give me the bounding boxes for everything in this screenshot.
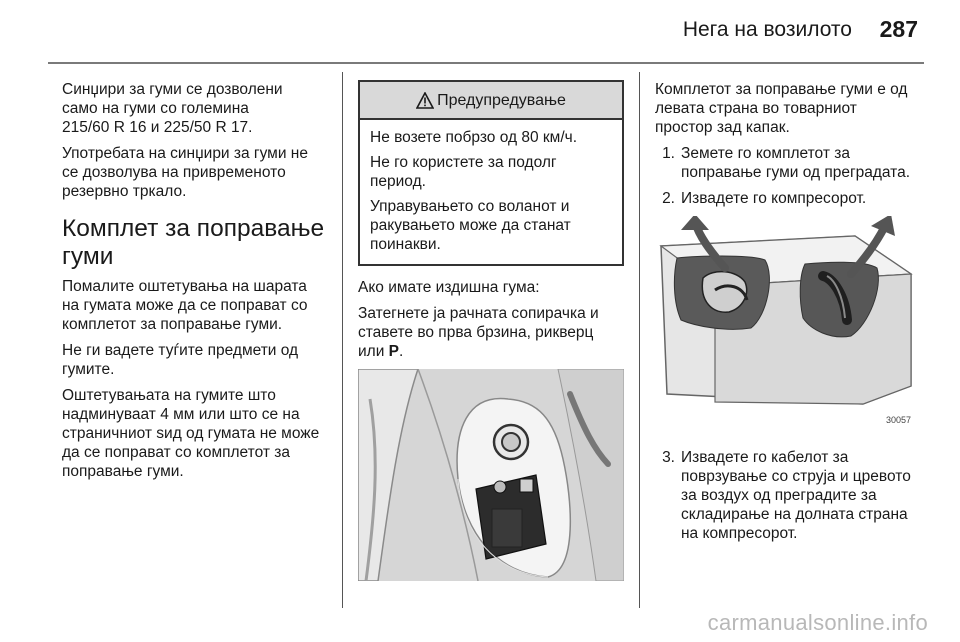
watermark: carmanualsonline.info — [707, 610, 928, 635]
figure-compressor-box — [655, 216, 917, 436]
step-number: 2. — [662, 190, 675, 207]
paragraph-damage-limits: Оштетувањата на гумите што надминуваат 4 мм или што се на страничниот ѕид од гумата не може да се поправат со комплетот за поправање гуми. — [62, 387, 320, 480]
warning-box — [358, 80, 624, 266]
column-middle — [358, 80, 624, 581]
warning-triangle-icon — [416, 92, 434, 109]
column-divider-1 — [342, 72, 343, 608]
step-text: Извадете го кабелот за поврзување со струја и цревото за воздух од преградите за складирање на долната страна на компресорот. — [681, 449, 911, 542]
compressor-illustration — [655, 216, 917, 436]
handbrake-text: Затегнете ја рачната сопирачка и ставете во прва брзина, рикверц или — [358, 305, 599, 360]
warning-speed: Не возете побрзо од 80 км/ч. — [370, 129, 578, 146]
handbrake-end: . — [399, 343, 404, 360]
step-number: 3. — [662, 449, 675, 466]
step-text: Извадете го компресорот. — [681, 190, 867, 207]
warning-title: Предупредување — [437, 91, 566, 109]
warning-duration: Не го користете за подолг период. — [370, 154, 557, 190]
trunk-illustration — [358, 369, 624, 581]
paragraph-chains-allowed: Синџири за гуми се дозволени само на гуми со големина 215/60 R 16 и 225/50 R 17. — [62, 81, 283, 136]
page-number: 287 — [879, 16, 918, 42]
paragraph-foreign-objects: Не ги вадете туѓите предмети од гумите. — [62, 342, 299, 378]
figure-trunk-cover — [358, 369, 624, 581]
warning-handling: Управувањето со воланот и ракувањето може да станат поинакви. — [370, 198, 571, 253]
figure-code: 30057 — [885, 415, 911, 425]
paragraph-chains-spare: Употребата на синџири за гуми не се дозволува на привременото резервно тркало. — [62, 145, 308, 200]
warning-header — [360, 82, 622, 120]
gear-p: P — [388, 343, 400, 360]
step-1 — [655, 144, 923, 182]
column-right — [655, 80, 923, 550]
header-rule — [48, 62, 924, 64]
header-title: Нега на возилото — [682, 18, 852, 41]
column-divider-2 — [639, 72, 640, 608]
step-text: Земете го комплетот за поправање гуми од преградата. — [681, 145, 911, 181]
step-3 — [655, 448, 923, 543]
paragraph-flat-tyre: Ако имате издишна гума: — [358, 279, 540, 296]
paragraph-kit-location: Комплетот за поправање гуми е од левата страна во товарниот простор зад капак. — [655, 81, 908, 136]
paragraph-handbrake — [358, 304, 624, 361]
warning-body — [360, 120, 622, 264]
step-2 — [655, 189, 923, 208]
section-heading-repair-kit: Комплет за поправање гуми — [62, 215, 325, 270]
paragraph-kit-intro: Помалите оштетувања на шарата на гумата може да се поправат со комплетот за поправање гуми. — [62, 278, 308, 333]
page-header — [0, 0, 960, 62]
step-number: 1. — [662, 145, 675, 162]
column-left — [62, 80, 330, 488]
